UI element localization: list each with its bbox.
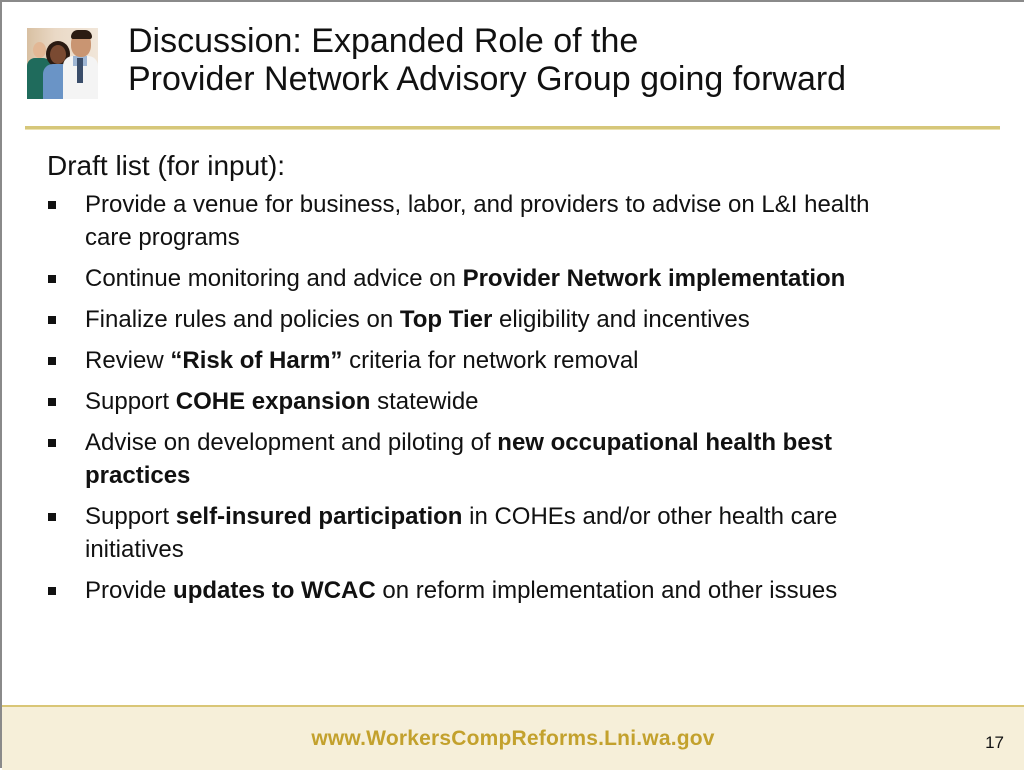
square-bullet-icon xyxy=(48,316,56,324)
title-line-1: Discussion: Expanded Role of the xyxy=(128,22,639,60)
list-item xyxy=(45,262,915,295)
square-bullet-icon xyxy=(48,357,56,365)
square-bullet-icon xyxy=(48,439,56,447)
bold-phrase: “Risk of Harm” xyxy=(170,347,343,374)
list-item xyxy=(45,344,915,377)
text-phrase: statewide xyxy=(370,388,479,415)
text-phrase: Finalize rules and policies on xyxy=(85,306,400,333)
footer-bar xyxy=(2,705,1024,770)
text-phrase: in COHEs and/or other health care initiatives xyxy=(85,503,838,563)
title-divider xyxy=(25,126,1000,130)
bullet-list xyxy=(45,188,945,607)
bold-phrase: Provider Network implementation xyxy=(462,265,846,292)
square-bullet-icon xyxy=(48,398,56,406)
bold-phrase: COHE expansion xyxy=(175,388,371,415)
title-line-2: Provider Network Advisory Group going forward xyxy=(128,60,847,98)
square-bullet-icon xyxy=(48,201,56,209)
list-item xyxy=(45,500,915,566)
lead-text: Draft list (for input): xyxy=(47,150,286,181)
list-item xyxy=(45,188,915,254)
text-phrase: Provide a venue for business, labor, and providers to advise on L&I health care programs xyxy=(85,191,870,251)
square-bullet-icon xyxy=(48,275,56,283)
text-phrase: Advise on development and piloting of xyxy=(85,429,498,456)
text-phrase: on reform implementation and other issues xyxy=(375,577,838,604)
bold-phrase: new occupational health best practices xyxy=(85,429,833,489)
list-item xyxy=(45,426,915,492)
bold-phrase: updates to WCAC xyxy=(173,577,376,604)
page-number: 17 xyxy=(985,733,1004,752)
footer-url-link[interactable]: www.WorkersCompReforms.Lni.wa.gov xyxy=(311,727,715,750)
header-photo xyxy=(27,28,98,99)
text-phrase: Support xyxy=(85,388,176,415)
text-phrase: Provide xyxy=(85,577,174,604)
slide-body xyxy=(45,148,945,615)
bold-phrase: self-insured participation xyxy=(175,503,463,530)
list-item xyxy=(45,574,915,607)
list-item xyxy=(45,385,915,418)
text-phrase: Support xyxy=(85,503,176,530)
square-bullet-icon xyxy=(48,513,56,521)
square-bullet-icon xyxy=(48,587,56,595)
slide-title xyxy=(128,22,1008,98)
text-phrase: criteria for network removal xyxy=(342,347,639,374)
text-phrase: Continue monitoring and advice on xyxy=(85,265,463,292)
bold-phrase: Top Tier xyxy=(399,306,493,333)
text-phrase: eligibility and incentives xyxy=(492,306,750,333)
list-item xyxy=(45,303,915,336)
text-phrase: Review xyxy=(85,347,171,374)
